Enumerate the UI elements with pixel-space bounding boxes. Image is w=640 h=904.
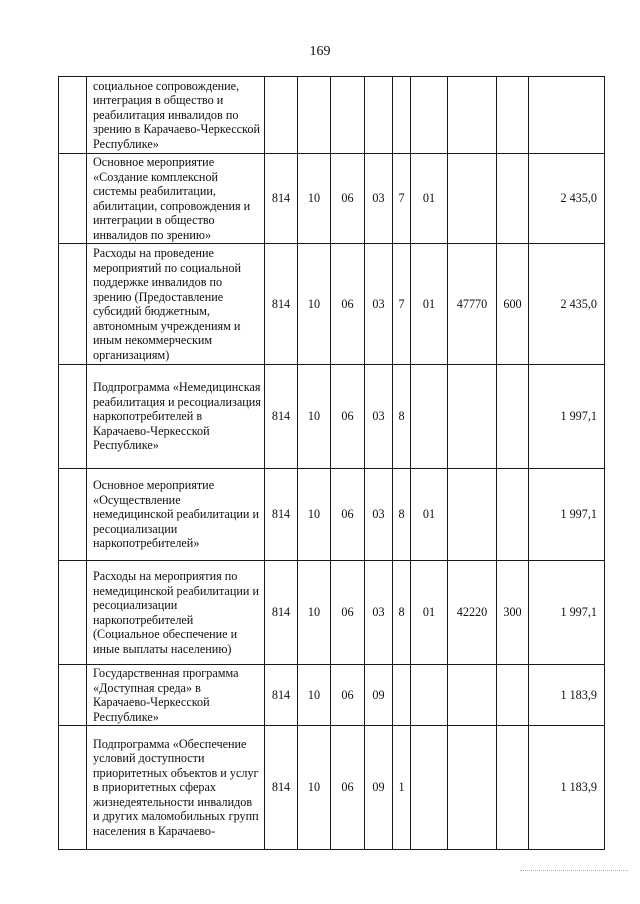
code-cell: 06 (331, 365, 365, 469)
code-cell: 8 (393, 469, 411, 561)
code-cell (448, 726, 497, 850)
code-cell: 42220 (448, 561, 497, 665)
code-cell (448, 77, 497, 154)
row-number-cell (59, 726, 87, 850)
table-row (59, 154, 605, 244)
code-cell (448, 665, 497, 726)
code-cell: 09 (365, 726, 393, 850)
code-cell: 814 (265, 469, 298, 561)
code-cell (497, 77, 529, 154)
table-row (59, 244, 605, 365)
code-cell (497, 154, 529, 244)
row-number-cell (59, 77, 87, 154)
table-row (59, 77, 605, 154)
code-cell: 10 (298, 469, 331, 561)
code-cell: 10 (298, 365, 331, 469)
code-cell (448, 154, 497, 244)
code-cell: 814 (265, 561, 298, 665)
code-cell: 01 (411, 561, 448, 665)
code-cell: 7 (393, 154, 411, 244)
code-cell (448, 365, 497, 469)
row-number-cell (59, 365, 87, 469)
code-cell: 10 (298, 244, 331, 365)
table-row (59, 726, 605, 850)
code-cell: 03 (365, 365, 393, 469)
code-cell: 10 (298, 561, 331, 665)
name-cell: Государственная программа «Доступная среда» в Карачаево-Черкесской Республике» (87, 665, 265, 726)
code-cell: 09 (365, 665, 393, 726)
code-cell (497, 665, 529, 726)
code-cell: 814 (265, 365, 298, 469)
code-cell: 06 (331, 154, 365, 244)
code-cell (393, 77, 411, 154)
page-number: 169 (309, 44, 331, 59)
code-cell: 10 (298, 726, 331, 850)
sum-cell (529, 77, 605, 154)
row-number-cell (59, 244, 87, 365)
budget-table (58, 76, 605, 850)
code-cell: 300 (497, 561, 529, 665)
code-cell: 1 (393, 726, 411, 850)
name-cell: социальное сопровождение, интеграция в общество и реабилитация инвалидов по зрению в Карачаево-Черкесской Республике» (87, 77, 265, 154)
name-cell: Подпрограмма «Обеспечение условий доступности приоритетных объектов и услуг в приоритетных сферах жизнедеятельности инвалидов и других маломобильных групп населения в Карачаево- (87, 726, 265, 850)
code-cell: 03 (365, 154, 393, 244)
table-row (59, 469, 605, 561)
code-cell: 8 (393, 365, 411, 469)
code-cell (497, 726, 529, 850)
code-cell: 01 (411, 244, 448, 365)
code-cell (411, 665, 448, 726)
code-cell: 7 (393, 244, 411, 365)
row-number-cell (59, 154, 87, 244)
scan-edge-line (520, 870, 628, 871)
row-number-cell (59, 469, 87, 561)
sum-cell: 1 183,9 (529, 665, 605, 726)
row-number-cell (59, 561, 87, 665)
code-cell: 10 (298, 154, 331, 244)
code-cell (393, 665, 411, 726)
sum-cell: 1 183,9 (529, 726, 605, 850)
code-cell (411, 365, 448, 469)
code-cell: 06 (331, 665, 365, 726)
table-row (59, 665, 605, 726)
sum-cell: 2 435,0 (529, 244, 605, 365)
sum-cell: 1 997,1 (529, 561, 605, 665)
name-cell: Расходы на проведение мероприятий по социальной поддержке инвалидов по зрению (Предоставление субсидий бюджетным, автономным учреждениям и иным некоммерческим организациям) (87, 244, 265, 365)
code-cell (497, 365, 529, 469)
code-cell: 01 (411, 469, 448, 561)
sum-cell: 1 997,1 (529, 365, 605, 469)
code-cell (331, 77, 365, 154)
code-cell: 8 (393, 561, 411, 665)
name-cell: Подпрограмма «Немедицинская реабилитация и ресоциализация наркопотребителей в Карачаево-Черкесской Республике» (87, 365, 265, 469)
code-cell: 10 (298, 665, 331, 726)
code-cell: 814 (265, 154, 298, 244)
code-cell: 06 (331, 469, 365, 561)
code-cell (411, 726, 448, 850)
code-cell: 03 (365, 469, 393, 561)
table-row (59, 561, 605, 665)
code-cell: 03 (365, 244, 393, 365)
code-cell: 01 (411, 154, 448, 244)
table-row (59, 365, 605, 469)
name-cell: Основное мероприятие «Создание комплексной системы реабилитации, абилитации, сопровождения и интеграции в общество инвалидов по зрению» (87, 154, 265, 244)
code-cell: 06 (331, 726, 365, 850)
name-cell: Основное мероприятие «Осуществление немедицинской реабилитации и ресоциализации наркопотребителей» (87, 469, 265, 561)
code-cell (448, 469, 497, 561)
code-cell: 47770 (448, 244, 497, 365)
code-cell (365, 77, 393, 154)
code-cell: 814 (265, 726, 298, 850)
code-cell (411, 77, 448, 154)
code-cell: 06 (331, 561, 365, 665)
sum-cell: 1 997,1 (529, 469, 605, 561)
row-number-cell (59, 665, 87, 726)
code-cell (298, 77, 331, 154)
code-cell: 814 (265, 244, 298, 365)
code-cell (265, 77, 298, 154)
code-cell: 06 (331, 244, 365, 365)
code-cell: 814 (265, 665, 298, 726)
code-cell (497, 469, 529, 561)
sum-cell: 2 435,0 (529, 154, 605, 244)
code-cell: 600 (497, 244, 529, 365)
code-cell: 03 (365, 561, 393, 665)
name-cell: Расходы на мероприятия по немедицинской реабилитации и ресоциализации наркопотребителей (Социальное обеспечение и иные выплаты населению) (87, 561, 265, 665)
